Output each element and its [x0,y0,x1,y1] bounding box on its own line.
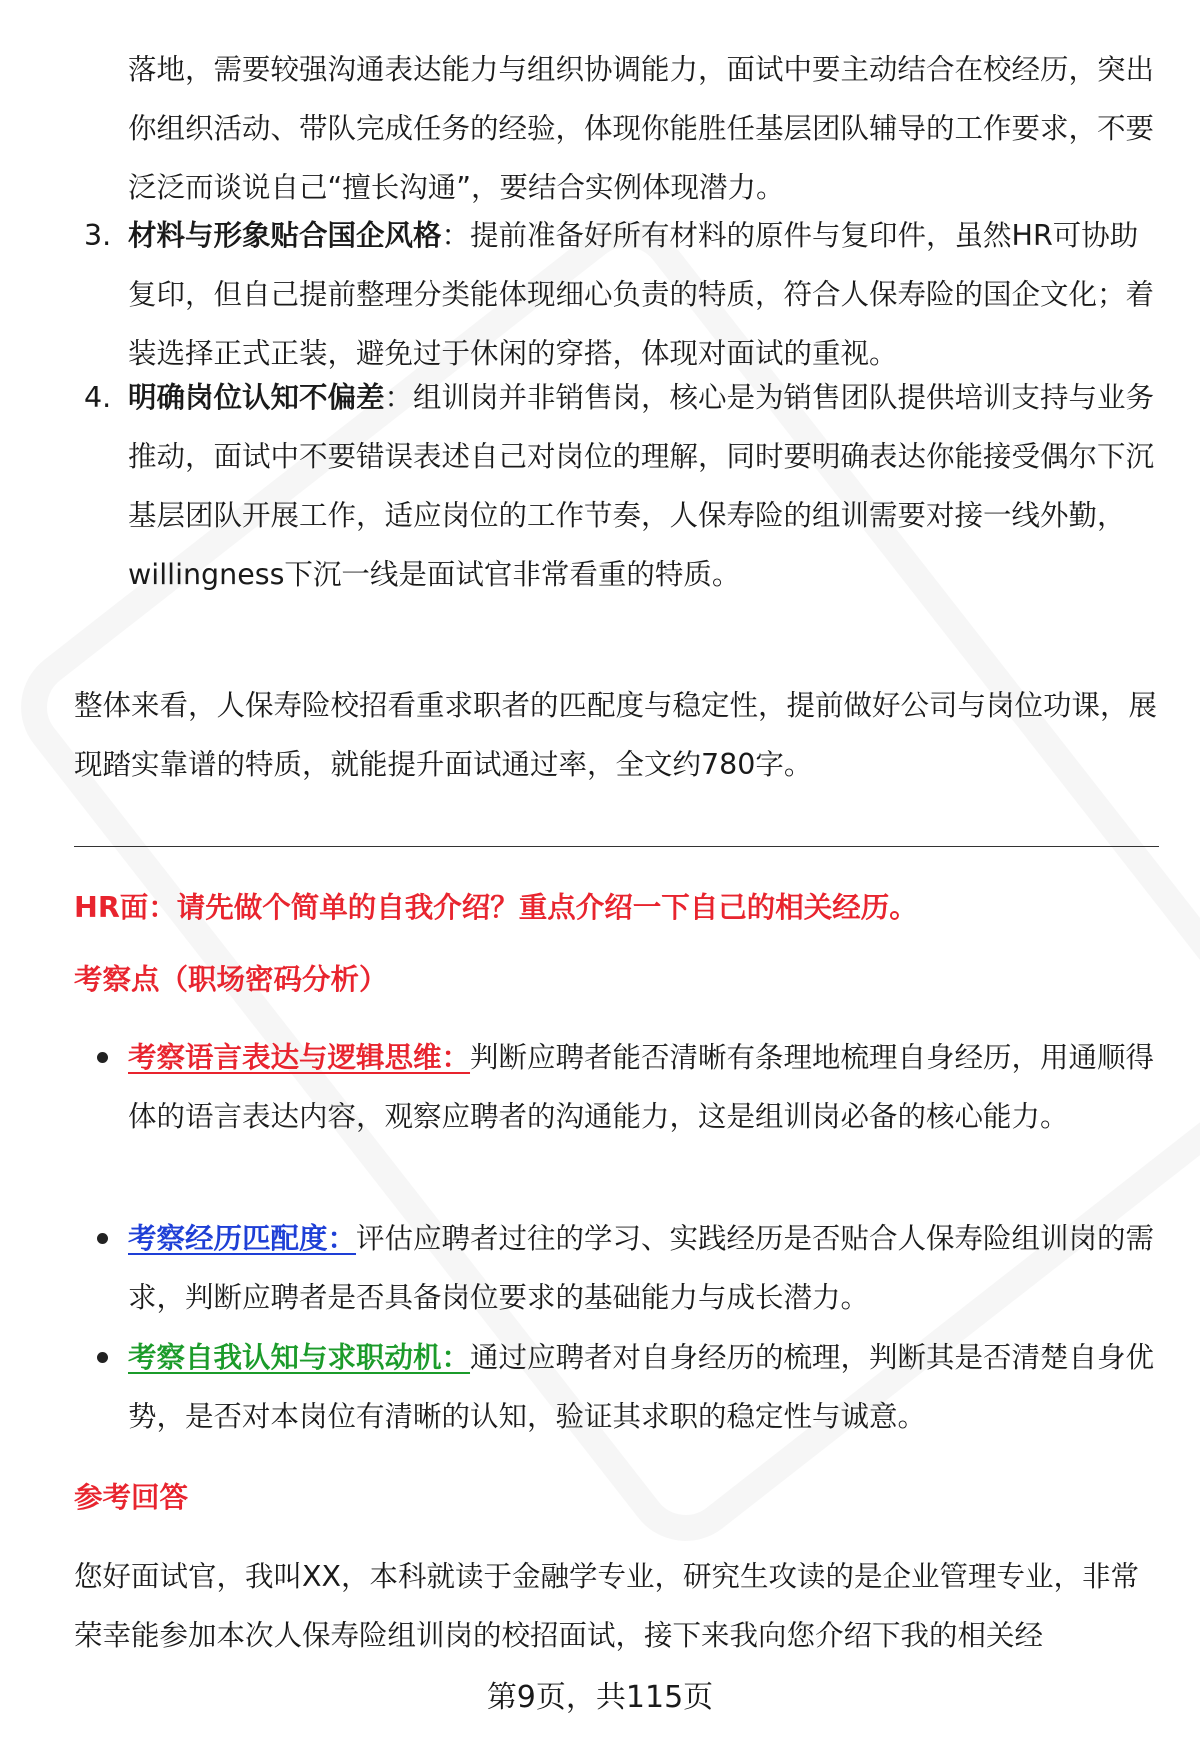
list-item-text: ：提前准备好所有材料的原件与复印件，虽然HR可协助复印，但自己提前整理分类能体现细心负责的特质，符合人保寿险的国企文化；着装选择正式正装，避免过于休闲的穿搭，体现对面试的重视。 [128,219,1155,370]
list-item-number: 4. [84,381,112,414]
bullet-text: 评估应聘者过往的学习、实践经历是否贴合人保寿险组训岗的需求，判断应聘者是否具备岗位要求的基础能力与成长潜力。 [128,1222,1155,1314]
list-item [128,206,1163,383]
bullet-dot [97,1233,108,1244]
bullet-dot [97,1352,108,1363]
analysis-heading: 考察点（职场密码分析） [74,963,388,996]
bullet-text: 通过应聘者对自身经历的梳理，判断其是否清楚自身优势，是否对本岗位有清晰的认知，验证其求职的稳定性与诚意。 [128,1341,1155,1433]
bullet-keyword: 考察语言表达与逻辑思维： [128,1041,471,1074]
answer-paragraph: 您好面试官，我叫XX，本科就读于金融学专业，研究生攻读的是企业管理专业，非常荣幸能参加本次人保寿险组训岗的校招面试，接下来我向您介绍下我的相关经 [74,1560,1140,1652]
analysis-bullet [128,1328,1163,1446]
summary-paragraph: 整体来看，人保寿险校招看重求职者的匹配度与稳定性，提前做好公司与岗位功课，展现踏实靠谱的特质，就能提升面试通过率，全文约780字。 [74,689,1158,781]
bullet-keyword: 考察自我认知与求职动机： [128,1341,471,1374]
bullet-keyword: 考察经历匹配度： [128,1222,357,1255]
list-item-number: 3. [84,219,112,252]
page-footer: 第9页，共115页 [486,1680,714,1715]
question-heading: HR面：请先做个简单的自我介绍？重点介绍一下自己的相关经历。 [74,891,918,924]
analysis-bullet [128,1209,1163,1327]
list-item [128,368,1163,604]
bullet-text: 判断应聘者能否清晰有条理地梳理自身经历，用通顺得体的语言表达内容，观察应聘者的沟通能力，这是组训岗必备的核心能力。 [128,1041,1155,1133]
answer-heading: 参考回答 [74,1481,189,1514]
list-item-title: 明确岗位认知不偏差 [128,381,385,414]
list-item-title: 材料与形象贴合国企风格 [128,219,442,252]
list-item-text: ：组训岗并非销售岗，核心是为销售团队提供培训支持与业务推动，面试中不要错误表述自己对岗位的理解，同时要明确表达你能接受偶尔下沉基层团队开展工作，适应岗位的工作节奏，人保寿险的组训需要对接一线外勤， willingness下沉一线是面试官非常看重的特质。 [128,381,1155,591]
bullet-dot [97,1052,108,1063]
list-item-continuation: 落地，需要较强沟通表达能力与组织协调能力，面试中要主动结合在校经历，突出你组织活动、带队完成任务的经验，体现你能胜任基层团队辅导的工作要求，不要泛泛而谈说自己“擅长沟通”，要结合实例体现潜力。 [128,53,1155,204]
section-divider [74,846,1159,847]
analysis-bullet [128,1028,1163,1146]
